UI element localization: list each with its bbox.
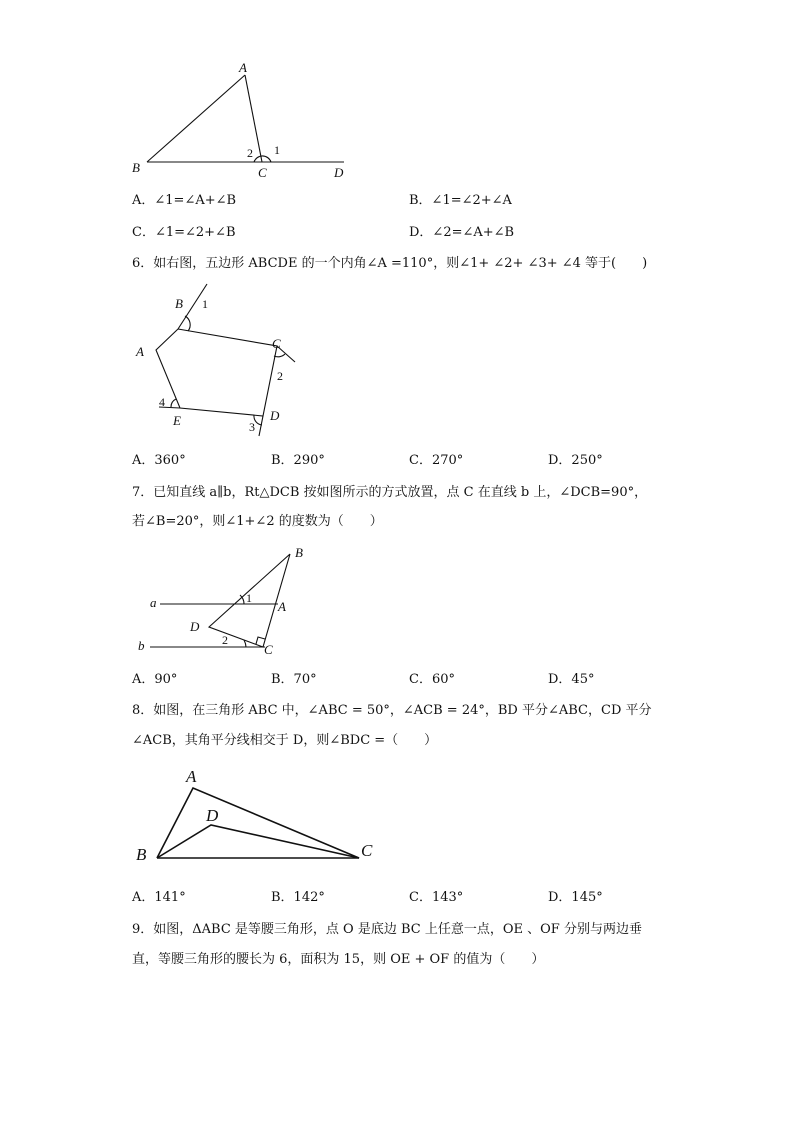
q8-figure — [130, 760, 380, 870]
q5-label-d: D — [334, 165, 344, 180]
q5-option-d[interactable]: D．∠2=∠A+∠B — [409, 225, 515, 240]
q7-label-a: A — [278, 599, 286, 614]
q6-ext-d — [259, 416, 263, 436]
q5-segment-ab — [147, 75, 245, 162]
q7-label-line-a: a — [150, 595, 157, 610]
q6-option-d[interactable]: D．250° — [548, 453, 603, 468]
q7-angle-2-label: 2 — [222, 633, 228, 647]
q7-option-c[interactable]: C．60° — [409, 672, 455, 687]
q6-label-e: E — [173, 413, 181, 428]
q7-label-c: C — [264, 642, 273, 657]
q6-arc-1 — [185, 316, 190, 331]
q7-label-d: D — [190, 619, 200, 634]
q7-option-a[interactable]: A．90° — [132, 672, 178, 687]
q6-label-b: B — [175, 296, 183, 311]
q6-label-a: A — [136, 344, 144, 359]
q6-option-c[interactable]: C．270° — [409, 453, 464, 468]
q9-stem-line1: 9．如图，ΔABC 是等腰三角形，点 O 是底边 BC 上任意一点，OE 、OF 分别与两边垂 — [132, 922, 642, 937]
q6-arc-4 — [171, 399, 176, 407]
q8-stem-line2: ∠ACB，其角平分线相交于 D，则∠BDC =（ ） — [132, 733, 438, 748]
q7-option-d[interactable]: D．45° — [548, 672, 595, 687]
q8-label-b: B — [136, 845, 147, 864]
q8-bisectors-bdc — [157, 825, 359, 858]
q5-figure — [120, 55, 360, 185]
q6-pentagon — [156, 329, 277, 416]
q6-arc-3 — [254, 415, 262, 425]
q7-option-b[interactable]: B．70° — [271, 672, 317, 687]
q6-label-c: C — [272, 336, 281, 351]
q9-stem-line2: 直，等腰三角形的腰长为 6，面积为 15，则 OE + OF 的值为（ ） — [132, 952, 545, 967]
q8-stem-line1: 8．如图，在三角形 ABC 中，∠ABC = 50°，∠ACB = 24°，BD 平分∠ABC，CD 平分 — [132, 703, 652, 718]
q6-stem: 6．如右图，五边形 ABCDE 的一个内角∠A =110°，则∠1+ ∠2+ ∠3+ ∠4 等于( ) — [132, 256, 648, 271]
q7-stem-line2: 若∠B=20°，则∠1+∠2 的度数为（ ） — [132, 514, 383, 529]
q8-label-d: D — [206, 806, 219, 825]
q6-angle-2-label: 2 — [277, 369, 283, 383]
q7-label-b: B — [295, 545, 303, 560]
q5-label-b: B — [132, 160, 140, 175]
q5-option-b[interactable]: B．∠1=∠2+∠A — [409, 193, 512, 208]
q6-option-b[interactable]: B．290° — [271, 453, 325, 468]
q6-angle-4-label: 4 — [159, 395, 165, 409]
q6-option-a[interactable]: A．360° — [132, 453, 186, 468]
q8-label-a: A — [186, 767, 197, 786]
q8-option-d[interactable]: D．145° — [548, 890, 603, 905]
q6-angle-1-label: 1 — [202, 297, 208, 311]
q5-option-c[interactable]: C．∠1=∠2+∠B — [132, 225, 236, 240]
q8-option-c[interactable]: C．143° — [409, 890, 464, 905]
q6-label-d: D — [270, 408, 280, 423]
q8-label-c: C — [361, 841, 373, 860]
q7-angle-1-label: 1 — [246, 591, 252, 605]
q5-angle-arc — [254, 156, 271, 162]
q8-option-a[interactable]: A．141° — [132, 890, 186, 905]
q7-stem-line1: 7．已知直线 a∥b，Rt△DCB 按如图所示的方式放置，点 C 在直线 b 上，∠DCB=90°， — [132, 485, 648, 500]
q6-angle-3-label: 3 — [249, 420, 255, 434]
q5-angle-1-label: 1 — [274, 143, 280, 157]
q5-angle-2-label: 2 — [247, 146, 253, 160]
q5-option-a[interactable]: A．∠1=∠A+∠B — [132, 193, 237, 208]
q5-label-a: A — [239, 60, 247, 75]
q7-label-line-b: b — [138, 638, 145, 653]
q7-figure — [130, 540, 320, 665]
q5-label-c: C — [258, 165, 267, 180]
q6-figure — [125, 280, 310, 440]
q8-option-b[interactable]: B．142° — [271, 890, 325, 905]
q8-triangle-abc — [157, 788, 359, 858]
